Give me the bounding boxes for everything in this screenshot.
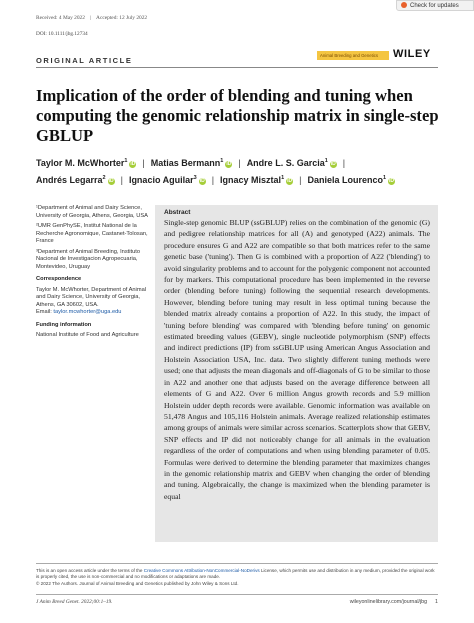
journal-url[interactable]: wileyonlinelibrary.com/journal/jbg — [349, 599, 428, 605]
author[interactable]: Ignacy Misztal$^1$ iD — [220, 175, 293, 185]
article-title: Implication of the order of blending and tuning when computing the genomic relationship matrix in single-step GBLUP — [36, 86, 439, 145]
orcid-icon[interactable]: iD — [226, 161, 232, 167]
license-divider — [36, 563, 438, 564]
publisher-logo: WILEY — [393, 48, 431, 60]
check-for-updates-label: Check for updates — [410, 3, 459, 9]
orcid-icon[interactable]: iD — [199, 178, 205, 184]
footer-right — [350, 599, 438, 605]
author-separator: | — [238, 158, 241, 168]
journal-badge: Animal Breeding and Genetics — [317, 51, 389, 60]
author[interactable]: Daniela Lourenco$^1$ iD — [307, 175, 395, 185]
author-separator: | — [211, 175, 215, 185]
header-separator: | — [89, 15, 92, 21]
received-date: Received: 4 May 2022 — [36, 15, 85, 21]
correspondence-text: Taylor M. McWhorter, Department of Animal and Dairy Science, University of Georgia, Athens, GA 30602, USA. Email: taylor.mcwhorter@uga.edu — [36, 286, 146, 315]
footer-divider — [36, 594, 438, 595]
correspondence-heading: Correspondence — [36, 276, 82, 282]
affiliation: ³Department of Animal Breeding, Instituto Nacional de Investigacion Agropecuaria, Montevideo, Uruguay — [36, 248, 141, 270]
email-label: Email: — [36, 309, 52, 315]
abstract-text: Single-step genomic BLUP (ssGBLUP) relies on the combination of the genomic (G) and pedigree relationship matrices for all (A) and genotyped (A22) animals. The procedure ensures G and A22 are compatible so that both matrices refer to the same genetic base ('tuning'). Then G is combined with a proportion of A22 ('blending') to avoid singularity problems and to account for the polygenic component not accounted for by markers. This computational procedure has been implemented in the reverse order (blending before tuning) following the sequential research developments. However, blending before tuning may result in less optimal tuning because the blended matrix already contains a proportion of A22. In this study, the impact of 'tuning before blending' was compared with 'blending before tuning' on genomic estimated breeding values (GEBV), single nucleotide polymorphism (SNP) effects and indirect predictions (IP) from ssGBLUP using American Angus Association and Holstein Association USA, Inc. data. Two slightly different tuning methods were used; one that adjusts the mean diagonals and off-diagonals of G to be similar to those in A22 and another one that adjusts based on the average difference between all elements of G and A22. Over 6 million Angus growth records and 5.9 million Holstein udder depth records were available. Genomic information was available on 51,478 Angus and 105,116 Holstein animals. Average realized relationship estimates among groups of animals were similar across scenarios. Scatterplots show that GEBV, SNP effects and IP did not noticeably change for all animals in the evaluation regardless of the order of computations and when using blending parameter of 0.05. Formulas were derived to determine the blending parameter that maximizes changes in the genomic relationship matrix and GEBV when changing the order of blending and tuning. Algebraically, the change is maximized when the blending parameter is equal — [164, 218, 430, 501]
orcid-icon[interactable]: iD — [130, 161, 136, 167]
affiliation: ²UMR GenPhySE, Institut National de la Recherche Agronomique, Castanet-Tolosan, France — [36, 223, 148, 244]
check-for-updates-button[interactable] — [396, 0, 474, 11]
author[interactable]: Taylor M. McWhorter$^1$ iD — [36, 158, 136, 168]
update-icon — [401, 2, 407, 8]
abstract-box — [155, 205, 438, 542]
received-accepted-line — [36, 15, 147, 21]
affiliation: ¹Department of Animal and Dairy Science, University of Georgia, Athens, Georgia, USA — [36, 205, 148, 219]
author[interactable]: Matias Bermann$^1$ iD — [150, 158, 232, 168]
author-list — [36, 154, 446, 188]
page-number: 1 — [435, 599, 438, 605]
funding-heading: Funding information — [36, 321, 92, 328]
author-separator: | — [120, 175, 123, 185]
author-separator: | — [299, 175, 302, 185]
funding-text: National Institute of Food and Agriculture — [36, 332, 139, 338]
article-type: ORIGINAL ARTICLE — [36, 56, 133, 65]
license-link[interactable]: Creative Commons Attribution-NonCommercial-NoDerivs — [143, 568, 260, 573]
license-notice: This is an open access article under the terms of the Creative Commons Attribution-NonCommercial-NoDerivs License, which permits use and distribution in any medium, provided the original work is properly cited, the use is non-commercial and no modifications or adaptations are made. © 2022 The Authors. Journal of Animal Breeding and Genetics published by John Wiley & Sons Ltd. — [36, 568, 435, 586]
journal-citation: J Anim Breed Genet. 2022;00:1–19. — [36, 599, 113, 605]
author[interactable]: Ignacio Aguilar$^3$ iD — [128, 175, 205, 185]
orcid-icon[interactable]: iD — [108, 178, 114, 184]
header-divider — [36, 67, 438, 68]
author[interactable]: Andre L. S. Garcia$^1$ iD — [246, 158, 336, 168]
abstract-heading: Abstract — [164, 209, 191, 216]
orcid-icon[interactable]: iD — [330, 161, 336, 167]
doi[interactable]: DOI: 10.1111/jbg.12734 — [36, 31, 88, 37]
copyright: © 2022 The Authors. Journal of Animal Breeding and Genetics published by John Wiley & Sons Ltd. — [36, 580, 239, 586]
email-link[interactable]: taylor.mcwhorter@uga.edu — [53, 309, 122, 315]
author-separator: | — [342, 158, 346, 168]
orcid-icon[interactable]: iD — [287, 178, 293, 184]
author[interactable]: Andrés Legarra$^2$ iD — [36, 175, 114, 185]
article-info-column — [36, 205, 150, 343]
orcid-icon[interactable]: iD — [389, 178, 395, 184]
accepted-date: Accepted: 12 July 2022 — [96, 15, 148, 21]
author-separator: | — [142, 158, 145, 168]
